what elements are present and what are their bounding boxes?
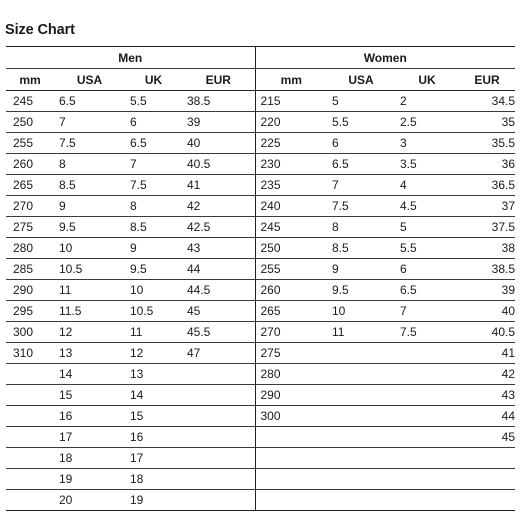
table-row [6,196,515,217]
table-cell [6,448,54,469]
table-cell: 250 [6,112,54,133]
table-cell [395,385,459,406]
table-cell: 17 [125,448,182,469]
table-cell: 265 [6,175,54,196]
table-cell: 44 [459,406,515,427]
table-cell: 245 [6,91,54,112]
table-cell: 10 [125,280,182,301]
table-cell: 40.5 [182,154,255,175]
table-cell: 11 [125,322,182,343]
table-cell: 43 [182,238,255,259]
group-header-row [6,47,515,69]
table-cell: 5.5 [125,91,182,112]
table-cell: 310 [6,343,54,364]
table-cell: 265 [255,301,327,322]
table-cell [327,364,395,385]
table-cell: 7.5 [395,322,459,343]
table-row [6,112,515,133]
table-cell: 43 [459,385,515,406]
size-rows [6,91,515,511]
table-cell: 41 [459,343,515,364]
table-cell: 34.5 [459,91,515,112]
table-cell: 10 [54,238,125,259]
table-cell: 230 [255,154,327,175]
table-cell [395,406,459,427]
table-cell [6,427,54,448]
table-cell: 245 [255,217,327,238]
table-cell: 6 [395,259,459,280]
table-cell [327,343,395,364]
table-cell: 270 [255,322,327,343]
table-cell [459,490,515,511]
table-cell: 5.5 [395,238,459,259]
table-cell: 300 [255,406,327,427]
table-cell: 7.5 [327,196,395,217]
table-cell: 20 [54,490,125,511]
table-cell [327,427,395,448]
table-row [6,427,515,448]
col-header: EUR [182,69,255,91]
table-cell: 255 [6,133,54,154]
table-cell [6,469,54,490]
table-cell: 7 [54,112,125,133]
table-cell [255,427,327,448]
table-cell: 6.5 [327,154,395,175]
table-cell: 40 [459,301,515,322]
column-header-row [6,69,515,91]
table-cell [395,448,459,469]
table-cell [327,490,395,511]
table-cell [182,385,255,406]
table-cell: 4 [395,175,459,196]
table-row [6,448,515,469]
table-cell: 45.5 [182,322,255,343]
table-cell: 18 [54,448,125,469]
table-cell: 16 [54,406,125,427]
table-cell: 290 [6,280,54,301]
table-cell: 40 [182,133,255,154]
table-cell: 8 [54,154,125,175]
table-cell: 42 [182,196,255,217]
table-cell: 7 [125,154,182,175]
table-cell: 19 [54,469,125,490]
table-cell [395,343,459,364]
table-cell [182,448,255,469]
table-cell [182,406,255,427]
table-cell: 19 [125,490,182,511]
table-cell: 38 [459,238,515,259]
table-cell: 35 [459,112,515,133]
group-men: Men [6,47,255,69]
table-cell: 225 [255,133,327,154]
table-cell: 44 [182,259,255,280]
table-cell: 285 [6,259,54,280]
table-cell [459,469,515,490]
table-cell: 39 [182,112,255,133]
table-cell: 39 [459,280,515,301]
col-header: mm [255,69,327,91]
table-cell: 14 [125,385,182,406]
col-header: mm [6,69,54,91]
table-row [6,238,515,259]
table-cell: 275 [6,217,54,238]
table-cell: 6 [327,133,395,154]
table-cell [327,469,395,490]
table-cell: 3 [395,133,459,154]
table-row [6,175,515,196]
table-cell: 250 [255,238,327,259]
table-cell: 240 [255,196,327,217]
table-row [6,385,515,406]
table-cell: 38.5 [182,91,255,112]
table-row [6,322,515,343]
table-cell: 17 [54,427,125,448]
table-cell: 37 [459,196,515,217]
table-row [6,364,515,385]
table-row [6,259,515,280]
table-cell [395,364,459,385]
table-cell: 18 [125,469,182,490]
col-header: UK [395,69,459,91]
table-cell: 235 [255,175,327,196]
table-cell: 6.5 [54,91,125,112]
table-cell: 45 [459,427,515,448]
col-header: USA [54,69,125,91]
table-cell: 40.5 [459,322,515,343]
table-cell: 12 [54,322,125,343]
table-row [6,217,515,238]
table-cell: 7.5 [54,133,125,154]
table-cell [327,385,395,406]
col-header: EUR [459,69,515,91]
table-cell [6,364,54,385]
table-row [6,406,515,427]
table-cell: 14 [54,364,125,385]
table-cell: 45 [182,301,255,322]
table-cell: 8.5 [327,238,395,259]
table-cell: 3.5 [395,154,459,175]
table-cell: 300 [6,322,54,343]
table-cell: 15 [125,406,182,427]
table-cell: 255 [255,259,327,280]
table-cell: 260 [255,280,327,301]
table-cell: 295 [6,301,54,322]
table-cell: 280 [6,238,54,259]
table-cell: 42 [459,364,515,385]
table-cell: 36 [459,154,515,175]
table-cell: 12 [125,343,182,364]
table-cell: 5.5 [327,112,395,133]
table-cell: 220 [255,112,327,133]
table-cell: 8.5 [125,217,182,238]
table-cell: 290 [255,385,327,406]
table-row [6,91,515,112]
table-cell: 9.5 [327,280,395,301]
table-cell: 270 [6,196,54,217]
table-cell: 9.5 [125,259,182,280]
table-row [6,133,515,154]
col-header: USA [327,69,395,91]
table-cell: 275 [255,343,327,364]
table-cell: 8 [327,217,395,238]
table-cell: 2 [395,91,459,112]
table-cell: 11 [327,322,395,343]
table-cell: 2.5 [395,112,459,133]
table-cell [327,406,395,427]
table-cell: 11.5 [54,301,125,322]
table-cell: 11 [54,280,125,301]
table-cell: 9 [327,259,395,280]
table-cell [395,490,459,511]
table-cell [395,427,459,448]
table-cell [255,490,327,511]
table-cell: 8 [125,196,182,217]
table-cell: 44.5 [182,280,255,301]
table-row [6,490,515,511]
table-cell: 38.5 [459,259,515,280]
table-row [6,469,515,490]
table-cell: 5 [395,217,459,238]
table-cell: 13 [125,364,182,385]
group-women: Women [255,47,515,69]
table-cell: 8.5 [54,175,125,196]
table-cell: 7 [395,301,459,322]
table-cell: 9 [54,196,125,217]
table-cell: 260 [6,154,54,175]
table-cell: 9.5 [54,217,125,238]
table-cell [327,448,395,469]
table-cell [255,448,327,469]
table-cell: 36.5 [459,175,515,196]
table-cell [459,448,515,469]
table-cell: 215 [255,91,327,112]
table-cell: 7 [327,175,395,196]
table-cell: 10 [327,301,395,322]
page-title: Size Chart [5,22,75,38]
table-cell: 10.5 [125,301,182,322]
table-row [6,154,515,175]
table-cell: 7.5 [125,175,182,196]
table-cell [395,469,459,490]
table-cell [182,490,255,511]
table-row [6,301,515,322]
table-cell: 37.5 [459,217,515,238]
size-chart-table [6,46,515,511]
col-header: UK [125,69,182,91]
table-cell: 35.5 [459,133,515,154]
table-cell: 4.5 [395,196,459,217]
table-cell: 41 [182,175,255,196]
table-cell: 6.5 [125,133,182,154]
table-cell [255,469,327,490]
table-cell: 13 [54,343,125,364]
table-cell: 6.5 [395,280,459,301]
table-cell: 6 [125,112,182,133]
table-cell [6,406,54,427]
table-cell: 9 [125,238,182,259]
table-row [6,343,515,364]
table-cell: 5 [327,91,395,112]
table-cell: 47 [182,343,255,364]
table-cell [182,469,255,490]
table-cell: 42.5 [182,217,255,238]
table-row [6,280,515,301]
table-cell: 16 [125,427,182,448]
table-cell: 280 [255,364,327,385]
table-cell: 10.5 [54,259,125,280]
table-cell [6,385,54,406]
table-cell [182,427,255,448]
table-cell [182,364,255,385]
table-cell [6,490,54,511]
table-cell: 15 [54,385,125,406]
